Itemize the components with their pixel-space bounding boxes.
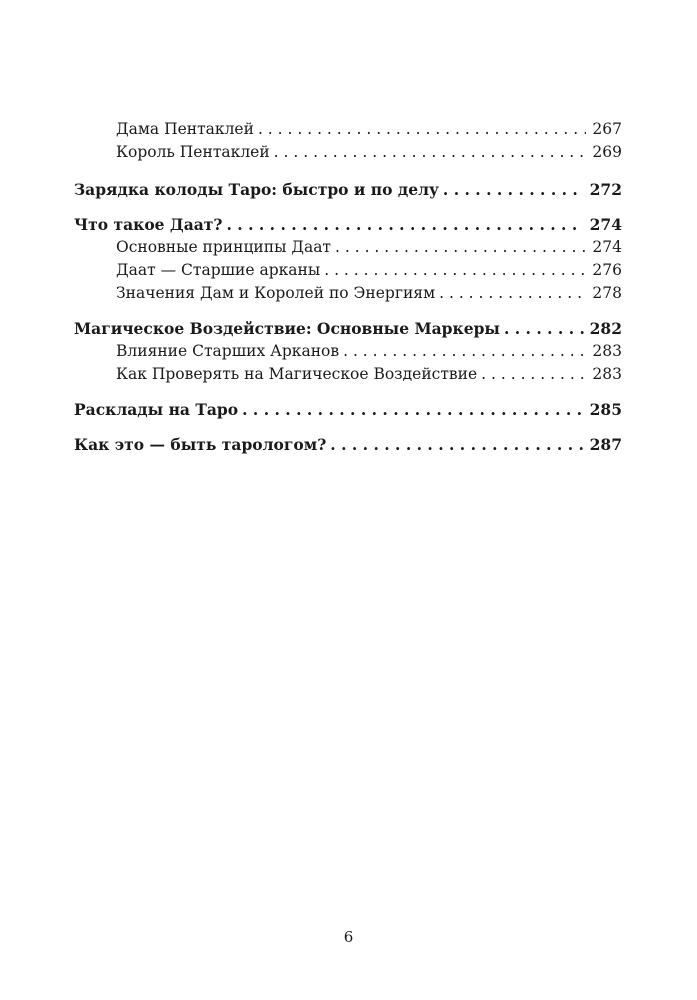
toc-entry-title: Значения Дам и Королей по Энергиям bbox=[116, 284, 436, 302]
toc-chapter bbox=[74, 213, 622, 236]
toc-chapter-page: 274 bbox=[589, 215, 622, 234]
page-number: 6 bbox=[343, 928, 354, 946]
toc-leader-dots bbox=[324, 259, 586, 282]
toc-leader-dots bbox=[481, 363, 586, 386]
toc-entry-page: 267 bbox=[592, 120, 622, 138]
toc-entry-page: 283 bbox=[592, 342, 622, 360]
toc-chapter-page: 287 bbox=[589, 435, 622, 454]
toc-chapter bbox=[74, 398, 622, 421]
toc-entry-page: 278 bbox=[592, 284, 622, 302]
toc-entry bbox=[74, 141, 622, 164]
toc-entry-title: Дама Пентаклей bbox=[116, 120, 254, 138]
toc-leader-dots bbox=[343, 340, 586, 363]
toc-chapter bbox=[74, 178, 622, 201]
toc-chapter-page: 282 bbox=[589, 319, 622, 338]
table-of-contents bbox=[74, 118, 622, 456]
toc-entry-title: Даат — Старшие арканы bbox=[116, 261, 321, 279]
toc-leader-dots bbox=[504, 317, 584, 340]
toc-chapter-title: Магическое Воздействие: Основные Маркеры bbox=[74, 319, 500, 338]
toc-entry-page: 276 bbox=[592, 261, 622, 279]
toc-leader-dots bbox=[330, 433, 583, 456]
toc-leader-dots bbox=[258, 118, 586, 141]
toc-entry-title: Король Пентаклей bbox=[116, 143, 270, 161]
toc-entry-page: 283 bbox=[592, 365, 622, 383]
toc-chapter-page: 285 bbox=[589, 400, 622, 419]
toc-entry bbox=[74, 363, 622, 386]
toc-chapter-title: Расклады на Таро bbox=[74, 400, 239, 419]
toc-entry bbox=[74, 236, 622, 259]
toc-leader-dots bbox=[335, 236, 586, 259]
toc-chapter bbox=[74, 317, 622, 340]
toc-chapter-title: Как это — быть тарологом? bbox=[74, 435, 327, 454]
toc-entry bbox=[74, 259, 622, 282]
toc-chapter-page: 272 bbox=[589, 180, 622, 199]
toc-entry-title: Как Проверять на Магическое Воздействие bbox=[116, 365, 478, 383]
toc-leader-dots bbox=[274, 141, 587, 164]
toc-entry-page: 274 bbox=[592, 238, 622, 256]
toc-entry bbox=[74, 282, 622, 305]
toc-leader-dots bbox=[226, 213, 583, 236]
toc-entry-page: 269 bbox=[592, 143, 622, 161]
toc-chapter-title: Что такое Даат? bbox=[74, 215, 223, 234]
toc-leader-dots bbox=[443, 178, 584, 201]
toc-chapter bbox=[74, 433, 622, 456]
toc-entry-title: Основные принципы Даат bbox=[116, 238, 332, 256]
toc-entry-title: Влияние Старших Арканов bbox=[116, 342, 340, 360]
toc-chapter-title: Зарядка колоды Таро: быстро и по делу bbox=[74, 180, 439, 199]
toc-entry bbox=[74, 340, 622, 363]
toc-leader-dots bbox=[439, 282, 586, 305]
toc-entry bbox=[74, 118, 622, 141]
toc-leader-dots bbox=[242, 398, 584, 421]
